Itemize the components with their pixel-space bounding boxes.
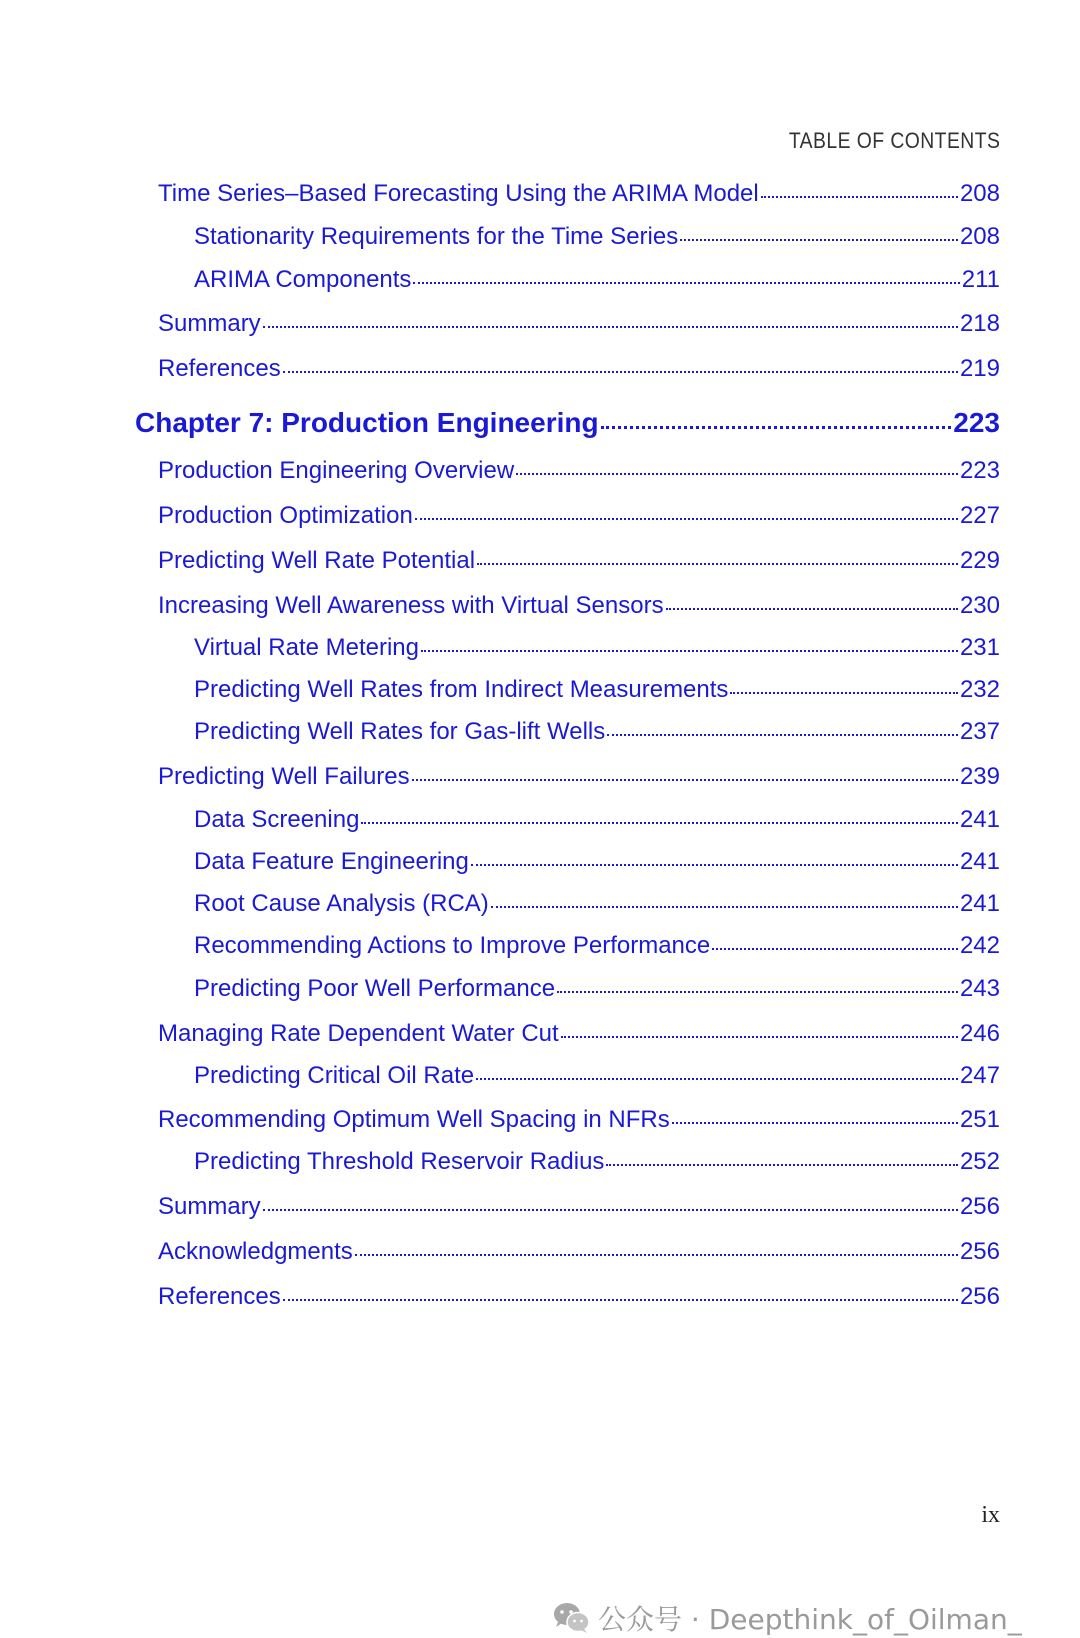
dot-leader	[263, 1209, 958, 1211]
toc-entry[interactable]	[194, 848, 1000, 876]
toc-page-number: 256	[959, 1193, 1000, 1220]
dot-leader	[516, 473, 958, 475]
dot-leader	[283, 371, 958, 373]
toc-entry[interactable]	[158, 592, 1000, 620]
toc-entry[interactable]	[158, 547, 1000, 575]
dot-leader	[413, 282, 959, 284]
toc-entry[interactable]	[194, 1062, 1000, 1090]
toc-page-number: 227	[959, 502, 1000, 529]
dot-leader	[672, 1122, 958, 1124]
toc-entry[interactable]	[158, 763, 1000, 791]
toc-page-number: 223	[953, 407, 1000, 438]
toc-entry-title: Summary	[158, 310, 261, 337]
dot-leader	[680, 239, 958, 241]
dot-leader	[491, 906, 958, 908]
toc-entry-title: Chapter 7: Production Engineering	[135, 407, 599, 438]
page-folio: ix	[981, 1502, 1000, 1528]
running-head: TABLE OF CONTENTS	[788, 128, 1000, 153]
toc-entry[interactable]	[158, 1238, 1000, 1266]
dot-leader	[263, 326, 958, 328]
dot-leader	[471, 864, 958, 866]
toc-page-number: 256	[959, 1283, 1000, 1310]
toc-entry-title: Time Series–Based Forecasting Using the ARIMA Model	[158, 180, 759, 207]
watermark-text: 公众号 · Deepthink_of_Oilman_	[598, 1603, 1022, 1636]
toc-entry-title: Data Feature Engineering	[194, 848, 469, 875]
toc-entry-title: Acknowledgments	[158, 1238, 353, 1265]
toc-page-number: 239	[959, 763, 1000, 790]
toc-entry[interactable]	[158, 1020, 1000, 1048]
toc-entry-title: Recommending Optimum Well Spacing in NFRs	[158, 1106, 670, 1133]
toc-page-number: 219	[959, 355, 1000, 382]
toc-entry[interactable]	[194, 932, 1000, 960]
toc-entry-title: Production Engineering Overview	[158, 457, 515, 484]
dot-leader	[561, 1036, 958, 1038]
dot-leader	[477, 563, 958, 565]
dot-leader	[476, 1078, 958, 1080]
toc-page-number: 208	[959, 223, 1000, 250]
toc-entry-title: Stationarity Requirements for the Time Series	[194, 223, 679, 250]
toc-entry-title: Predicting Well Failures	[158, 763, 410, 790]
dot-leader	[283, 1299, 958, 1301]
toc-page-number: 223	[959, 457, 1000, 484]
toc-page-number: 247	[959, 1062, 1000, 1089]
toc-page-number: 256	[959, 1238, 1000, 1265]
toc-entry[interactable]	[158, 1106, 1000, 1134]
toc-entry[interactable]	[194, 890, 1000, 918]
toc-entry-title: ARIMA Components	[194, 266, 412, 293]
toc-entry-title: Predicting Well Rate Potential	[158, 547, 476, 574]
dot-leader	[666, 608, 958, 610]
toc-entry[interactable]	[158, 457, 1000, 485]
toc-page-number: 246	[959, 1020, 1000, 1047]
toc-entry[interactable]	[158, 1283, 1000, 1311]
toc-page-number: 241	[959, 890, 1000, 917]
toc-page-number: 229	[959, 547, 1000, 574]
wechat-icon	[552, 1601, 592, 1635]
toc-page-number: 232	[959, 676, 1000, 703]
watermark	[552, 1598, 1022, 1638]
toc-entry[interactable]	[194, 223, 1000, 251]
dot-leader	[557, 991, 958, 993]
toc-entry-title: Managing Rate Dependent Water Cut	[158, 1020, 559, 1047]
toc-entry-title: Increasing Well Awareness with Virtual Sensors	[158, 592, 664, 619]
toc-entry-title: Virtual Rate Metering	[194, 634, 419, 661]
toc-entry[interactable]	[158, 502, 1000, 530]
toc-entry-title: References	[158, 1283, 281, 1310]
toc-page-number: 230	[959, 592, 1000, 619]
toc-entry[interactable]	[158, 355, 1000, 383]
dot-leader	[355, 1254, 958, 1256]
toc-entry-title: Recommending Actions to Improve Performance	[194, 932, 711, 959]
toc-entry-title: Predicting Well Rates for Gas-lift Wells	[194, 718, 606, 745]
toc-page-number: 241	[959, 806, 1000, 833]
toc-entry-title: Predicting Critical Oil Rate	[194, 1062, 475, 1089]
dot-leader	[415, 518, 958, 520]
dot-leader	[712, 948, 958, 950]
toc-page-number: 242	[959, 932, 1000, 959]
toc-page-number: 231	[959, 634, 1000, 661]
toc-entry-title: Predicting Threshold Reservoir Radius	[194, 1148, 605, 1175]
dot-leader	[601, 426, 952, 429]
dot-leader	[412, 779, 958, 781]
toc-entry[interactable]	[194, 975, 1000, 1003]
toc-entry-title: Predicting Well Rates from Indirect Measurements	[194, 676, 729, 703]
toc-entry-title: References	[158, 355, 281, 382]
toc-entry[interactable]	[158, 180, 1000, 208]
toc-entry-title: Production Optimization	[158, 502, 413, 529]
dot-leader	[730, 692, 958, 694]
toc-page-number: 251	[959, 1106, 1000, 1133]
toc-chapter-entry[interactable]	[135, 407, 1000, 439]
toc-page-number: 243	[959, 975, 1000, 1002]
toc-entry[interactable]	[158, 310, 1000, 338]
toc-page-number: 241	[959, 848, 1000, 875]
toc-entry-title: Summary	[158, 1193, 261, 1220]
dot-leader	[421, 650, 958, 652]
toc-page-number: 208	[959, 180, 1000, 207]
toc-page-number: 252	[959, 1148, 1000, 1175]
toc-entry-title: Root Cause Analysis (RCA)	[194, 890, 489, 917]
dot-leader	[361, 822, 958, 824]
toc-entry[interactable]	[194, 676, 1000, 704]
dot-leader	[607, 734, 958, 736]
toc-entry[interactable]	[194, 806, 1000, 834]
toc-entry[interactable]	[194, 718, 1000, 746]
toc-page-number: 218	[959, 310, 1000, 337]
toc-entry[interactable]	[194, 266, 1000, 294]
toc-entry[interactable]	[194, 1148, 1000, 1176]
toc-entry-title: Predicting Poor Well Performance	[194, 975, 556, 1002]
toc-page-number: 237	[959, 718, 1000, 745]
dot-leader	[761, 196, 958, 198]
toc-entry-title: Data Screening	[194, 806, 360, 833]
toc-page-number: 211	[961, 266, 1000, 293]
dot-leader	[606, 1164, 958, 1166]
toc-entry[interactable]	[158, 1193, 1000, 1221]
toc-entry[interactable]	[194, 634, 1000, 662]
